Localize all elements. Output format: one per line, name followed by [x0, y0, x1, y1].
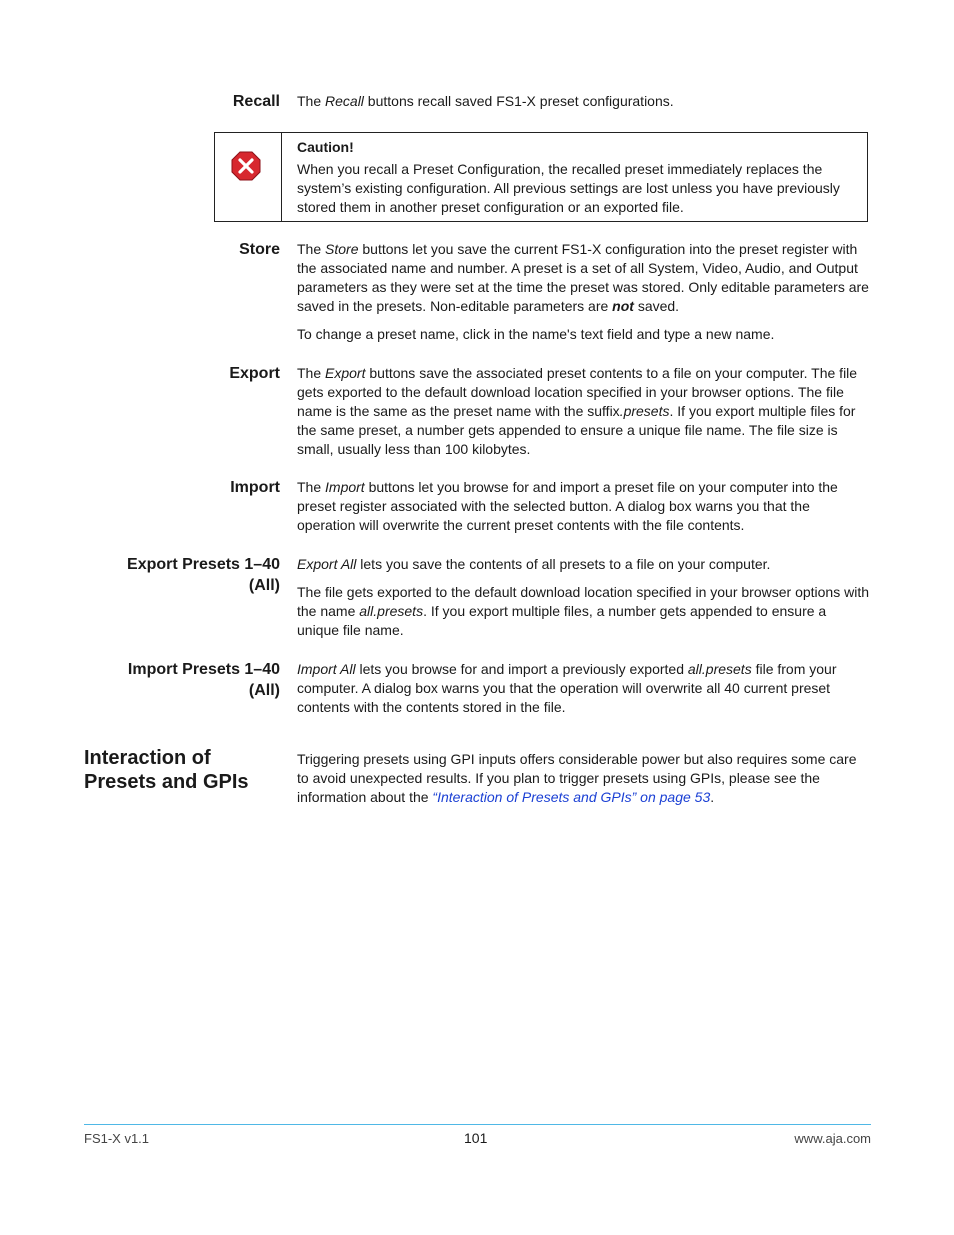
store-rename-note: To change a preset name, click in the name's text field and type a new name.	[297, 326, 775, 342]
interaction-page-link[interactable]: “Interaction of Presets and GPIs” on page 53	[432, 789, 711, 805]
store-description: The Store buttons let you save the current FS1-X configuration into the preset register with the associated name and number. A preset is a set of all System, Video, Audio, and Output parameters as they were set at the time the preset was stored. Only editable parameters are saved in the presets. Non-editable parameters are not saved. To change a preset name, click in the name's text field and type a new name.	[297, 241, 869, 342]
section-heading-interaction: Interaction of Presets and GPIs	[84, 747, 249, 793]
export-all-description: Export All lets you save the contents of all presets to a file on your computer. The file gets exported to the default download location specified in your browser options with the name all.presets. If you export multiple files, a number gets appended to ensure a unique file name.	[297, 556, 870, 638]
caution-text	[297, 138, 857, 217]
term-store: Store	[239, 241, 280, 258]
term-recall: Recall	[232, 93, 280, 110]
term-import: Import	[230, 479, 280, 496]
export-description: The Export buttons save the associated preset contents to a file on your computer. The file gets exported to the default download location specified in your browser options. The file name is the same as the preset name with the suffix.presets. If you export multiple files for the same preset, a number gets appended to ensure a unique file name. The file size is small, usually less than 100 kilobytes.	[297, 365, 858, 457]
caution-body: When you recall a Preset Configuration, the recalled preset immediately replaces the system’s existing configuration. All previous settings are lost unless you have previously stored them in another preset configuration or an exported file.	[297, 161, 840, 215]
term-export-all: Export Presets 1–40 (All)	[127, 556, 280, 594]
term-import-all: Import Presets 1–40 (All)	[127, 661, 280, 699]
footer-website: www.aja.com	[794, 1131, 871, 1146]
page-number: 101	[464, 1130, 488, 1146]
caution-title: Caution!	[297, 139, 354, 155]
import-description: The Import buttons let you browse for and import a preset file on your computer into the preset register associated with the selected button. A dialog box warns you that the operation will overwrite the current preset contents with the file contents.	[297, 479, 838, 533]
stop-x-icon	[231, 151, 261, 181]
footer-product-version: FS1-X v1.1	[84, 1131, 150, 1146]
caution-divider	[281, 133, 282, 221]
caution-box	[214, 132, 868, 222]
footer-rule	[84, 1124, 871, 1125]
term-export: Export	[229, 365, 280, 382]
interaction-description: Triggering presets using GPI inputs offers considerable power but also requires some care to avoid unexpected results. If you plan to trigger presets using GPIs, please see the information about the “Interaction of Presets and GPIs” on page 53.	[297, 751, 857, 805]
recall-description: The Recall buttons recall saved FS1-X preset configurations.	[297, 93, 674, 109]
import-all-description: Import All lets you browse for and import a previously exported all.presets file from your computer. A dialog box warns you that the operation will overwrite all 40 current preset contents with the contents stored in the file.	[297, 661, 837, 715]
